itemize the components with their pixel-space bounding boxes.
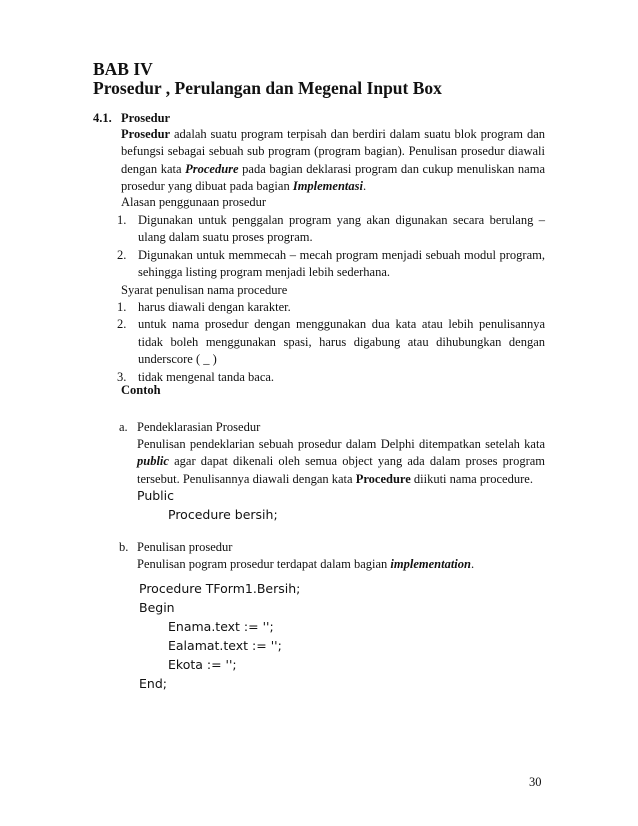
code-line: Ealamat.text := ''; (168, 638, 282, 653)
item-text: tidak mengenal tanda baca. (138, 369, 275, 384)
intro-paragraph (121, 126, 545, 196)
chapter-title: BAB IV (93, 59, 153, 79)
section-number: 4.1. (93, 111, 112, 125)
item-text: Digunakan untuk memmecah – mecah program menjadi sebuah modul program, sehingga listing program menjadi lebih sederhana. (138, 247, 545, 280)
sub-title: Penulisan prosedur (137, 540, 233, 554)
sub-number: b. (119, 540, 129, 554)
code-line: Enama.text := ''; (168, 619, 274, 634)
code-line: Procedure bersih; (168, 507, 278, 522)
code-line: Ekota := ''; (168, 657, 237, 672)
section-title: Prosedur (121, 111, 171, 125)
example-a-text-c: diikuti nama procedure. (410, 471, 533, 486)
naming-heading: Syarat penulisan nama procedure (121, 283, 288, 297)
code-line: Procedure TForm1.Bersih; (139, 581, 301, 596)
reasons-heading: Alasan penggunaan prosedur (121, 195, 267, 209)
intro-text-b: pada bagian deklarasi program dan cukup menuliskan nama prosedur yang dibuat pada bagian (121, 161, 545, 194)
example-b-text-a: Penulisan pogram prosedur terdapat dalam bagian (137, 557, 391, 571)
chapter-subtitle: Prosedur , Perulangan dan Megenal Input Box (93, 78, 442, 98)
kw-implementasi: Implementasi (292, 179, 363, 194)
intro-lead: Prosedur (121, 127, 171, 141)
code-line: Public (137, 488, 174, 503)
example-a-heading (121, 419, 260, 436)
item-number: 1. (117, 300, 127, 314)
example-a-text-b: agar dapat dikenali oleh semua object yang ada dalam proses program tersebut. Penulisannya diawali dengan kata (137, 454, 545, 486)
example-heading: Contoh (121, 383, 161, 397)
list-item (107, 212, 545, 247)
list-item (107, 247, 545, 282)
example-a-paragraph (137, 436, 545, 488)
item-number: 3. (117, 369, 127, 384)
item-text: Digunakan untuk penggalan program yang akan digunakan secara berulang – ulang dalam suatu proses program. (138, 213, 545, 245)
section-heading (93, 111, 170, 126)
item-number: 1. (117, 213, 127, 227)
list-item (107, 369, 545, 386)
kw-public: public (137, 454, 169, 469)
list-item (107, 316, 545, 368)
example-b-heading (121, 539, 232, 556)
sub-title: Pendeklarasian Prosedur (137, 420, 261, 434)
item-text: harus diawali dengan karakter. (138, 300, 291, 314)
intro-text-c: . (362, 179, 367, 194)
kw-implementation: implementation (390, 557, 471, 571)
list-item (107, 299, 545, 316)
kw-procedure-b: Procedure (355, 471, 411, 486)
example-b-paragraph (137, 556, 545, 573)
code-line: End; (139, 676, 167, 691)
example-a-text-a: Penulisan pendeklarian sebuah prosedur dalam Delphi ditempatkan setelah kata (137, 437, 545, 451)
kw-procedure: Procedure (185, 161, 239, 176)
code-line: Begin (139, 600, 175, 615)
sub-number: a. (119, 420, 128, 434)
intro-text-a: adalah suatu program terpisah dan berdiri dalam suatu blok program dan befungsi sebagai sebuah sub program (program bagian). Penulisan prosedur diawali dengan kata (121, 127, 545, 176)
item-number: 2. (117, 247, 127, 262)
reasons-list (107, 212, 545, 282)
naming-list (107, 299, 545, 386)
item-text: untuk nama prosedur dengan menggunakan dua kata atau lebih penulisannya tidak boleh menggunakan spasi, harus digabung atau dihubungkan dengan underscore ( _ ) (138, 317, 545, 367)
item-number: 2. (117, 317, 127, 332)
page-number: 30 (529, 775, 542, 789)
example-b-text-b: . (470, 557, 475, 571)
